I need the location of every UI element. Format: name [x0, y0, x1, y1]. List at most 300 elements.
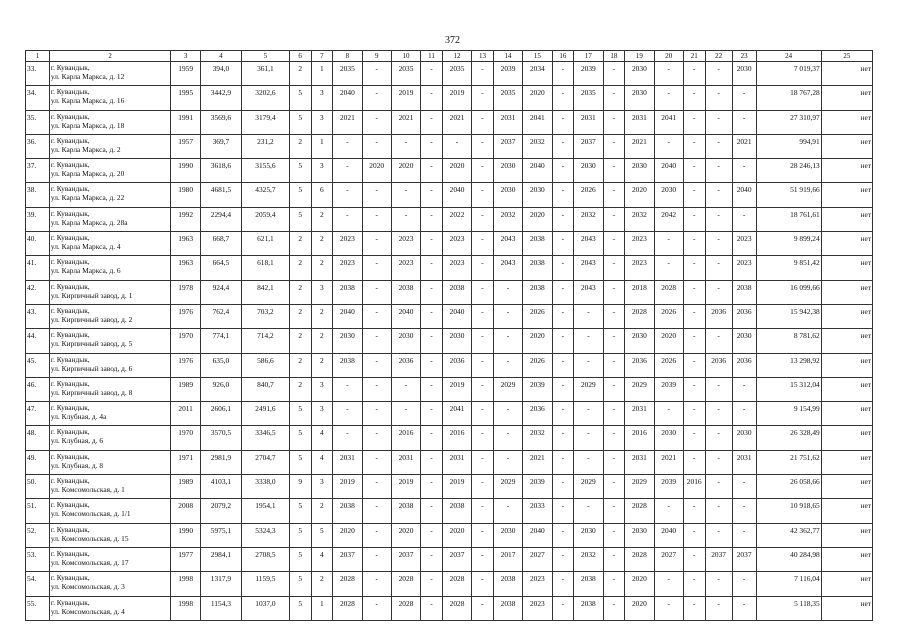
table-row — [26, 232, 873, 256]
cell-col-25: нет — [821, 232, 872, 256]
cell-col-17: 2032 — [574, 547, 603, 571]
cell-col-13: - — [472, 280, 494, 304]
cell-col-15: 2036 — [523, 402, 552, 426]
cell-col-5: 3202,6 — [242, 86, 290, 110]
address-city: г. Кувандык, — [50, 63, 90, 72]
cell-col-5: 618,1 — [242, 256, 290, 280]
cell-col-11: - — [421, 572, 443, 596]
cell-col-21: - — [683, 353, 705, 377]
cell-col-22: - — [705, 256, 732, 280]
address-cell — [49, 499, 171, 523]
cell-col-25: нет — [821, 450, 872, 474]
cell-col-18: - — [603, 499, 625, 523]
address-cell — [49, 183, 171, 207]
cell-col-15: 2041 — [523, 110, 552, 134]
cell-col-22: - — [705, 523, 732, 547]
cell-col-12: 2038 — [442, 499, 471, 523]
cell-col-16: - — [552, 256, 574, 280]
table-row — [26, 475, 873, 499]
row-number-cell: 44. — [26, 329, 50, 353]
cell-col-16: - — [552, 134, 574, 158]
cell-col-21: - — [683, 304, 705, 328]
address-cell — [49, 159, 171, 183]
address-cell — [49, 475, 171, 499]
cell-col-15: 2039 — [523, 475, 552, 499]
cell-col-7: 2 — [311, 353, 333, 377]
cell-col-19: 2030 — [625, 86, 654, 110]
cell-col-3: 1963 — [171, 256, 200, 280]
cell-col-9: - — [362, 86, 391, 110]
cell-col-3: 1998 — [171, 596, 200, 620]
cell-col-18: - — [603, 207, 625, 231]
cell-col-20: 2026 — [654, 304, 683, 328]
cell-col-17: 2043 — [574, 280, 603, 304]
cell-col-24: 8 781,62 — [756, 329, 821, 353]
cell-col-17: - — [574, 353, 603, 377]
cell-col-6: 5 — [289, 183, 311, 207]
table-row — [26, 280, 873, 304]
address-cell — [49, 207, 171, 231]
cell-col-13: - — [472, 426, 494, 450]
cell-col-24: 26 328,49 — [756, 426, 821, 450]
cell-col-25: нет — [821, 329, 872, 353]
cell-col-14: - — [493, 304, 522, 328]
cell-col-24: 27 310,97 — [756, 110, 821, 134]
cell-col-10: 2028 — [391, 596, 420, 620]
cell-col-7: 2 — [311, 256, 333, 280]
cell-col-19: 2020 — [625, 572, 654, 596]
row-number-cell: 47. — [26, 402, 50, 426]
cell-col-8: - — [333, 134, 362, 158]
cell-col-16: - — [552, 596, 574, 620]
address-cell — [49, 134, 171, 158]
cell-col-22: - — [705, 159, 732, 183]
cell-col-7: 2 — [311, 304, 333, 328]
column-header: 8 — [333, 51, 362, 62]
cell-col-10: 2019 — [391, 475, 420, 499]
address-cell — [49, 353, 171, 377]
cell-col-6: 5 — [289, 596, 311, 620]
column-header: 19 — [625, 51, 654, 62]
cell-col-3: 1970 — [171, 329, 200, 353]
cell-col-22: - — [705, 426, 732, 450]
cell-col-17: - — [574, 329, 603, 353]
cell-col-3: 1976 — [171, 353, 200, 377]
cell-col-5: 3338,0 — [242, 475, 290, 499]
cell-col-3: 2008 — [171, 499, 200, 523]
cell-col-6: 5 — [289, 207, 311, 231]
cell-col-14: 2037 — [493, 134, 522, 158]
cell-col-15: 2038 — [523, 232, 552, 256]
table-row — [26, 572, 873, 596]
cell-col-14: 2038 — [493, 572, 522, 596]
cell-col-6: 5 — [289, 547, 311, 571]
cell-col-9: 2020 — [362, 159, 391, 183]
cell-col-7: 2 — [311, 499, 333, 523]
table-row — [26, 353, 873, 377]
cell-col-9: - — [362, 450, 391, 474]
cell-col-5: 840,7 — [242, 377, 290, 401]
cell-col-6: 2 — [289, 134, 311, 158]
cell-col-5: 2491,6 — [242, 402, 290, 426]
cell-col-23: - — [732, 159, 756, 183]
cell-col-22: - — [705, 280, 732, 304]
cell-col-21: - — [683, 523, 705, 547]
cell-col-8: 2028 — [333, 572, 362, 596]
cell-col-13: - — [472, 499, 494, 523]
cell-col-11: - — [421, 134, 443, 158]
cell-col-4: 2984,1 — [200, 547, 241, 571]
cell-col-23: 2030 — [732, 62, 756, 86]
cell-col-20: - — [654, 402, 683, 426]
cell-col-18: - — [603, 547, 625, 571]
address-cell — [49, 572, 171, 596]
row-number-cell: 43. — [26, 304, 50, 328]
cell-col-23: - — [732, 596, 756, 620]
cell-col-17: 2026 — [574, 183, 603, 207]
cell-col-7: 1 — [311, 134, 333, 158]
cell-col-8: 2020 — [333, 523, 362, 547]
cell-col-3: 1970 — [171, 426, 200, 450]
cell-col-19: 2031 — [625, 402, 654, 426]
cell-col-23: 2031 — [732, 450, 756, 474]
cell-col-8: - — [333, 207, 362, 231]
cell-col-8: - — [333, 426, 362, 450]
cell-col-23: 2023 — [732, 256, 756, 280]
address-cell — [49, 110, 171, 134]
cell-col-25: нет — [821, 304, 872, 328]
row-number-cell: 45. — [26, 353, 50, 377]
table-row — [26, 134, 873, 158]
table-row — [26, 523, 873, 547]
cell-col-25: нет — [821, 596, 872, 620]
cell-col-6: 2 — [289, 304, 311, 328]
cell-col-4: 2079,2 — [200, 499, 241, 523]
cell-col-7: 3 — [311, 86, 333, 110]
row-number-cell: 53. — [26, 547, 50, 571]
cell-col-21: - — [683, 159, 705, 183]
cell-col-5: 621,1 — [242, 232, 290, 256]
cell-col-10: 2023 — [391, 256, 420, 280]
row-number-cell: 42. — [26, 280, 50, 304]
column-header: 2 — [49, 51, 171, 62]
cell-col-7: 4 — [311, 450, 333, 474]
cell-col-4: 1154,3 — [200, 596, 241, 620]
cell-col-13: - — [472, 523, 494, 547]
cell-col-9: - — [362, 280, 391, 304]
cell-col-9: - — [362, 134, 391, 158]
cell-col-4: 924,4 — [200, 280, 241, 304]
cell-col-19: 2028 — [625, 304, 654, 328]
cell-col-23: - — [732, 402, 756, 426]
cell-col-3: 1992 — [171, 207, 200, 231]
cell-col-10: 2023 — [391, 232, 420, 256]
cell-col-23: - — [732, 499, 756, 523]
cell-col-18: - — [603, 596, 625, 620]
cell-col-6: 2 — [289, 329, 311, 353]
cell-col-14: 2017 — [493, 547, 522, 571]
cell-col-6: 5 — [289, 110, 311, 134]
cell-col-25: нет — [821, 547, 872, 571]
cell-col-15: 2040 — [523, 159, 552, 183]
row-number-cell: 41. — [26, 256, 50, 280]
cell-col-12: 2016 — [442, 426, 471, 450]
cell-col-15: 2038 — [523, 280, 552, 304]
cell-col-25: нет — [821, 475, 872, 499]
cell-col-15: 2026 — [523, 353, 552, 377]
cell-col-18: - — [603, 572, 625, 596]
cell-col-4: 762,4 — [200, 304, 241, 328]
row-number-cell: 39. — [26, 207, 50, 231]
cell-col-14: - — [493, 353, 522, 377]
cell-col-20: 2030 — [654, 183, 683, 207]
cell-col-7: 3 — [311, 475, 333, 499]
cell-col-12: 2028 — [442, 572, 471, 596]
cell-col-4: 3442,9 — [200, 86, 241, 110]
cell-col-24: 9 154,99 — [756, 402, 821, 426]
cell-col-22: - — [705, 377, 732, 401]
cell-col-22: - — [705, 499, 732, 523]
cell-col-5: 5324,3 — [242, 523, 290, 547]
cell-col-15: 2034 — [523, 62, 552, 86]
cell-col-10: - — [391, 183, 420, 207]
address-street: ул. Карла Маркса, д. 2 — [50, 144, 121, 154]
cell-col-7: 2 — [311, 207, 333, 231]
cell-col-22: 2037 — [705, 547, 732, 571]
cell-col-10: 2028 — [391, 572, 420, 596]
address-cell — [49, 86, 171, 110]
address-city: г. Кувандык, — [50, 184, 90, 194]
cell-col-3: 1990 — [171, 159, 200, 183]
cell-col-6: 5 — [289, 402, 311, 426]
cell-col-10: - — [391, 377, 420, 401]
address-street: ул. Карла Маркса, д. 12 — [50, 72, 125, 81]
cell-col-24: 994,91 — [756, 134, 821, 158]
cell-col-21: - — [683, 134, 705, 158]
cell-col-10: 2037 — [391, 547, 420, 571]
cell-col-21: - — [683, 499, 705, 523]
cell-col-8: 2037 — [333, 547, 362, 571]
cell-col-16: - — [552, 426, 574, 450]
cell-col-3: 1995 — [171, 86, 200, 110]
cell-col-4: 3618,6 — [200, 159, 241, 183]
cell-col-5: 586,6 — [242, 353, 290, 377]
address-cell — [49, 402, 171, 426]
cell-col-12: 2041 — [442, 402, 471, 426]
cell-col-6: 5 — [289, 450, 311, 474]
address-city: г. Кувандык, — [50, 573, 90, 583]
cell-col-18: - — [603, 304, 625, 328]
cell-col-23: 2037 — [732, 547, 756, 571]
cell-col-4: 369,7 — [200, 134, 241, 158]
cell-col-17: 2037 — [574, 134, 603, 158]
table-row — [26, 159, 873, 183]
cell-col-15: 2040 — [523, 523, 552, 547]
table-row — [26, 62, 873, 86]
cell-col-5: 2059,4 — [242, 207, 290, 231]
cell-col-12: 2038 — [442, 280, 471, 304]
cell-col-3: 1991 — [171, 110, 200, 134]
row-number-cell: 35. — [26, 110, 50, 134]
cell-col-24: 9 899,24 — [756, 232, 821, 256]
cell-col-10: - — [391, 402, 420, 426]
cell-col-15: 2030 — [523, 183, 552, 207]
cell-col-16: - — [552, 159, 574, 183]
address-street: ул. Карла Маркса, д. 22 — [50, 193, 125, 203]
cell-col-14: - — [493, 450, 522, 474]
cell-col-12: 2023 — [442, 232, 471, 256]
cell-col-9: - — [362, 402, 391, 426]
cell-col-12: 2020 — [442, 159, 471, 183]
cell-col-24: 7 116,04 — [756, 572, 821, 596]
cell-col-15: 2032 — [523, 134, 552, 158]
address-cell — [49, 280, 171, 304]
cell-col-19: 2020 — [625, 596, 654, 620]
cell-col-17: 2043 — [574, 232, 603, 256]
cell-col-23: - — [732, 207, 756, 231]
column-header: 13 — [472, 51, 494, 62]
table-row — [26, 377, 873, 401]
cell-col-16: - — [552, 86, 574, 110]
cell-col-20: - — [654, 596, 683, 620]
cell-col-7: 1 — [311, 596, 333, 620]
cell-col-15: 2020 — [523, 207, 552, 231]
cell-col-7: 2 — [311, 572, 333, 596]
cell-col-5: 231,2 — [242, 134, 290, 158]
address-street: ул. Карла Маркса, д. 28а — [50, 217, 128, 227]
row-number-cell: 36. — [26, 134, 50, 158]
cell-col-14: 2029 — [493, 377, 522, 401]
cell-col-6: 5 — [289, 572, 311, 596]
column-header: 22 — [705, 51, 732, 62]
cell-col-10: 2019 — [391, 86, 420, 110]
cell-col-18: - — [603, 450, 625, 474]
address-street: ул. Карла Маркса, д. 4 — [50, 242, 121, 252]
cell-col-8: 2038 — [333, 499, 362, 523]
cell-col-23: - — [732, 86, 756, 110]
page-number: 372 — [445, 35, 460, 46]
table-row — [26, 426, 873, 450]
cell-col-13: - — [472, 110, 494, 134]
cell-col-16: - — [552, 499, 574, 523]
cell-col-16: - — [552, 232, 574, 256]
cell-col-13: - — [472, 572, 494, 596]
address-city: г. Кувандык, — [50, 548, 90, 558]
column-header: 6 — [289, 51, 311, 62]
column-header: 11 — [421, 51, 443, 62]
cell-col-9: - — [362, 353, 391, 377]
cell-col-24: 28 246,13 — [756, 159, 821, 183]
address-street: ул. Комсомольская, д. 17 — [50, 557, 129, 567]
cell-col-11: - — [421, 329, 443, 353]
address-city: г. Кувандык, — [50, 451, 90, 461]
cell-col-4: 3570,5 — [200, 426, 241, 450]
cell-col-14: - — [493, 280, 522, 304]
cell-col-19: 2020 — [625, 183, 654, 207]
cell-col-5: 1954,1 — [242, 499, 290, 523]
cell-col-21: - — [683, 110, 705, 134]
cell-col-15: 2021 — [523, 450, 552, 474]
cell-col-24: 10 918,65 — [756, 499, 821, 523]
cell-col-12: 2022 — [442, 207, 471, 231]
address-street: ул. Карла Маркса, д. 20 — [50, 169, 125, 179]
cell-col-6: 9 — [289, 475, 311, 499]
cell-col-6: 2 — [289, 377, 311, 401]
cell-col-18: - — [603, 110, 625, 134]
address-city: г. Кувандык, — [50, 233, 90, 243]
cell-col-20: - — [654, 572, 683, 596]
cell-col-16: - — [552, 183, 574, 207]
row-number-cell: 40. — [26, 232, 50, 256]
cell-col-20: - — [654, 499, 683, 523]
cell-col-16: - — [552, 280, 574, 304]
address-city: г. Кувандык, — [50, 160, 90, 170]
address-street: ул. Клубная, д. 6 — [50, 436, 104, 446]
column-header: 25 — [821, 51, 872, 62]
cell-col-10: 2038 — [391, 280, 420, 304]
cell-col-25: нет — [821, 426, 872, 450]
cell-col-4: 2606,1 — [200, 402, 241, 426]
cell-col-23: 2030 — [732, 329, 756, 353]
cell-col-18: - — [603, 402, 625, 426]
table-row — [26, 499, 873, 523]
cell-col-23: - — [732, 377, 756, 401]
cell-col-4: 926,0 — [200, 377, 241, 401]
cell-col-5: 842,1 — [242, 280, 290, 304]
cell-col-17: - — [574, 499, 603, 523]
cell-col-9: - — [362, 547, 391, 571]
row-number-cell: 38. — [26, 183, 50, 207]
cell-col-20: 2040 — [654, 523, 683, 547]
cell-col-11: - — [421, 280, 443, 304]
cell-col-22: - — [705, 62, 732, 86]
cell-col-9: - — [362, 207, 391, 231]
row-number-cell: 33. — [26, 62, 50, 86]
address-city: г. Кувандык, — [50, 257, 90, 267]
cell-col-4: 394,0 — [200, 62, 241, 86]
cell-col-10: 2020 — [391, 159, 420, 183]
cell-col-12: 2023 — [442, 256, 471, 280]
address-city: г. Кувандык, — [50, 330, 90, 340]
column-header: 24 — [756, 51, 821, 62]
cell-col-3: 1989 — [171, 377, 200, 401]
address-cell — [49, 256, 171, 280]
cell-col-11: - — [421, 475, 443, 499]
cell-col-10: - — [391, 207, 420, 231]
address-street: ул. Комсомольская, д. 3 — [50, 582, 125, 592]
cell-col-24: 18 767,28 — [756, 86, 821, 110]
table-row — [26, 329, 873, 353]
cell-col-8: 2023 — [333, 256, 362, 280]
cell-col-18: - — [603, 426, 625, 450]
cell-col-7: 3 — [311, 280, 333, 304]
column-header: 10 — [391, 51, 420, 62]
cell-col-24: 18 761,61 — [756, 207, 821, 231]
address-city: г. Кувандык, — [50, 476, 90, 486]
cell-col-19: 2031 — [625, 450, 654, 474]
cell-col-21: 2016 — [683, 475, 705, 499]
column-header: 4 — [200, 51, 241, 62]
cell-col-13: - — [472, 86, 494, 110]
cell-col-16: - — [552, 547, 574, 571]
cell-col-22: 2036 — [705, 304, 732, 328]
cell-col-23: 2036 — [732, 304, 756, 328]
cell-col-23: - — [732, 572, 756, 596]
cell-col-21: - — [683, 329, 705, 353]
cell-col-20: 2027 — [654, 547, 683, 571]
cell-col-12: 2019 — [442, 377, 471, 401]
column-header: 18 — [603, 51, 625, 62]
